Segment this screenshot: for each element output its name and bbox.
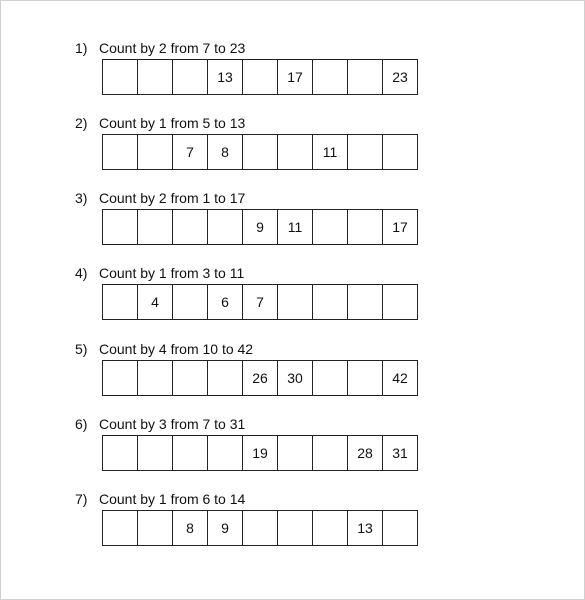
answer-cell[interactable] (313, 511, 348, 546)
answer-cell[interactable]: 26 (243, 361, 278, 396)
problem-prompt (75, 491, 435, 507)
answer-cell[interactable] (278, 135, 313, 170)
problem-number: 5) (75, 341, 88, 357)
answer-cell[interactable] (138, 436, 173, 471)
answer-cell[interactable]: 19 (243, 436, 278, 471)
problem-instruction: Count by 1 from 3 to 11 (99, 265, 245, 281)
problem-number: 2) (75, 115, 88, 131)
answer-cell[interactable] (103, 285, 138, 320)
problem-prompt (75, 190, 435, 206)
problem-7 (75, 491, 435, 546)
answer-cell[interactable] (173, 361, 208, 396)
answer-cell[interactable] (348, 361, 383, 396)
answer-cell[interactable]: 9 (208, 511, 243, 546)
answer-row (102, 209, 418, 245)
answer-cell[interactable] (313, 210, 348, 245)
answer-cell[interactable] (243, 60, 278, 95)
problem-number: 6) (75, 416, 88, 432)
answer-cell[interactable]: 17 (278, 60, 313, 95)
problem-prompt (75, 416, 435, 432)
answer-cell[interactable] (138, 60, 173, 95)
problem-3 (75, 190, 435, 245)
answer-cell[interactable] (103, 361, 138, 396)
answer-cell[interactable] (243, 511, 278, 546)
answer-cell[interactable] (173, 436, 208, 471)
problem-4 (75, 265, 435, 320)
problem-instruction: Count by 4 from 10 to 42 (99, 341, 254, 357)
answer-cell[interactable] (383, 285, 418, 320)
answer-cell[interactable] (278, 285, 313, 320)
answer-cell[interactable]: 9 (243, 210, 278, 245)
answer-cell[interactable] (103, 210, 138, 245)
answer-cell[interactable]: 28 (348, 436, 383, 471)
answer-cell[interactable]: 42 (383, 361, 418, 396)
answer-row (102, 284, 418, 320)
answer-cell[interactable] (313, 60, 348, 95)
answer-cell[interactable] (313, 285, 348, 320)
answer-cell[interactable] (348, 285, 383, 320)
answer-row (102, 435, 418, 471)
answer-cell[interactable] (383, 511, 418, 546)
problem-number: 4) (75, 265, 88, 281)
answer-cell[interactable]: 11 (278, 210, 313, 245)
answer-cell[interactable]: 8 (208, 135, 243, 170)
answer-cell[interactable]: 23 (383, 60, 418, 95)
problem-6 (75, 416, 435, 471)
answer-cell[interactable] (138, 511, 173, 546)
answer-cell[interactable]: 11 (313, 135, 348, 170)
answer-cell[interactable] (103, 511, 138, 546)
answer-cell[interactable] (138, 210, 173, 245)
answer-cell[interactable]: 17 (383, 210, 418, 245)
problem-prompt (75, 265, 435, 281)
problem-instruction: Count by 1 from 6 to 14 (99, 491, 246, 507)
problem-number: 7) (75, 491, 88, 507)
answer-cell[interactable]: 13 (348, 511, 383, 546)
answer-cell[interactable] (173, 285, 208, 320)
answer-cell[interactable]: 7 (243, 285, 278, 320)
answer-cell[interactable] (243, 135, 278, 170)
answer-cell[interactable] (278, 436, 313, 471)
answer-cell[interactable] (313, 436, 348, 471)
problem-number: 3) (75, 190, 88, 206)
answer-row (102, 134, 418, 170)
problem-instruction: Count by 2 from 7 to 23 (99, 40, 246, 56)
answer-cell[interactable]: 6 (208, 285, 243, 320)
answer-cell[interactable]: 4 (138, 285, 173, 320)
answer-cell[interactable] (173, 60, 208, 95)
answer-cell[interactable] (278, 511, 313, 546)
answer-cell[interactable]: 13 (208, 60, 243, 95)
problem-prompt (75, 115, 435, 131)
answer-cell[interactable]: 7 (173, 135, 208, 170)
answer-cell[interactable]: 8 (173, 511, 208, 546)
answer-cell[interactable] (103, 436, 138, 471)
answer-cell[interactable] (138, 361, 173, 396)
answer-cell[interactable] (173, 210, 208, 245)
problem-instruction: Count by 2 from 1 to 17 (99, 190, 246, 206)
answer-cell[interactable] (103, 60, 138, 95)
answer-cell[interactable] (138, 135, 173, 170)
problem-instruction: Count by 3 from 7 to 31 (99, 416, 246, 432)
answer-cell[interactable]: 30 (278, 361, 313, 396)
problem-instruction: Count by 1 from 5 to 13 (99, 115, 246, 131)
answer-cell[interactable] (208, 210, 243, 245)
answer-cell[interactable] (208, 361, 243, 396)
answer-cell[interactable] (313, 361, 348, 396)
answer-cell[interactable] (383, 135, 418, 170)
answer-row (102, 59, 418, 95)
problem-5 (75, 341, 435, 396)
answer-cell[interactable] (348, 210, 383, 245)
answer-cell[interactable] (348, 135, 383, 170)
answer-row (102, 360, 418, 396)
problem-number: 1) (75, 40, 88, 56)
problem-prompt (75, 341, 435, 357)
answer-cell[interactable] (103, 135, 138, 170)
answer-cell[interactable] (208, 436, 243, 471)
problem-1 (75, 40, 435, 95)
problem-prompt (75, 40, 435, 56)
answer-cell[interactable]: 31 (383, 436, 418, 471)
answer-row (102, 510, 418, 546)
answer-cell[interactable] (348, 60, 383, 95)
problem-2 (75, 115, 435, 170)
